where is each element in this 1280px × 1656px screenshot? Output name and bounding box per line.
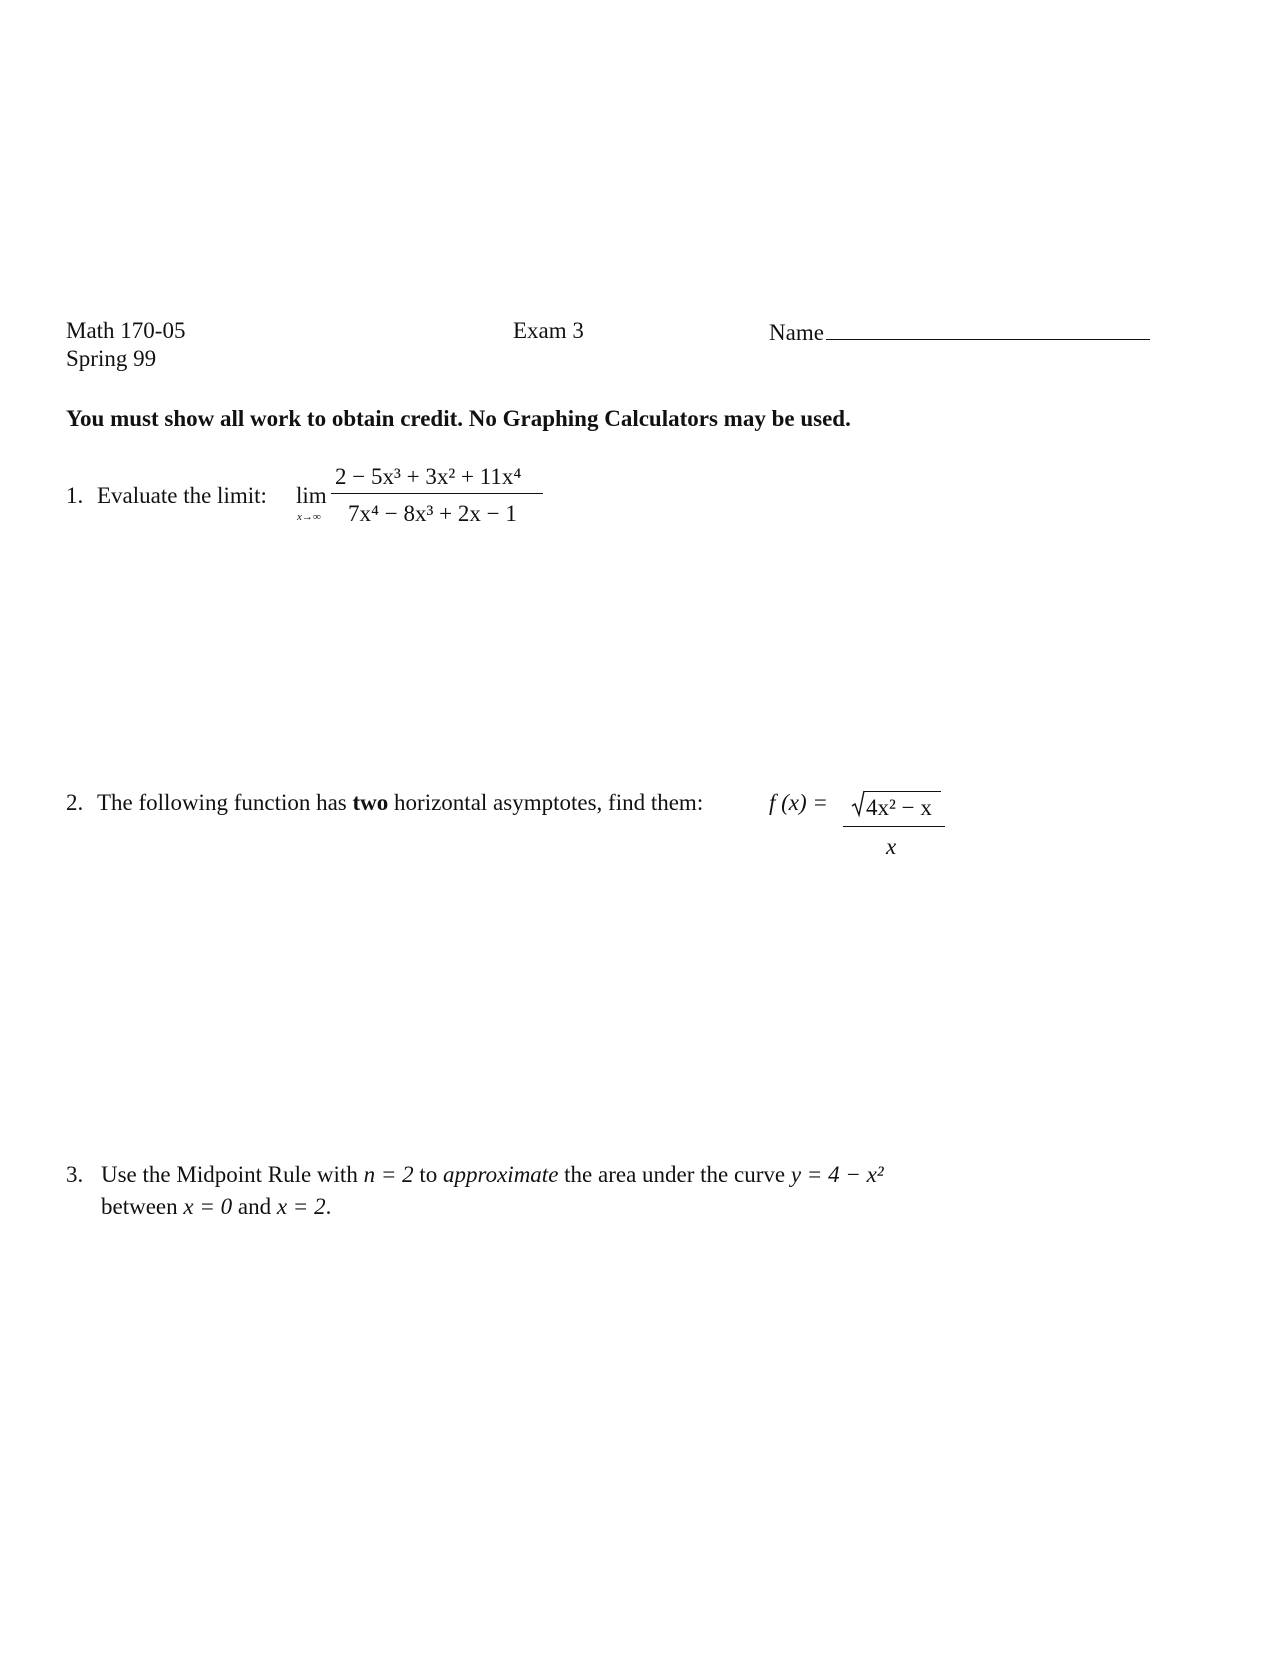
lim-subscript: x→∞	[297, 511, 321, 523]
function-lhs: f (x) =	[769, 790, 828, 815]
fraction-bar	[331, 493, 543, 494]
question-prompt: Evaluate the limit:	[97, 483, 267, 508]
lim-operator: lim	[296, 483, 327, 508]
limit-numerator: 2 − 5x³ + 3x² + 11x⁴	[335, 464, 522, 489]
name-field[interactable]	[769, 320, 1150, 346]
fraction-bar	[843, 826, 945, 827]
question-prompt: The following function has two horizontal asymptotes, find them:	[97, 790, 704, 815]
name-blank-line[interactable]	[826, 338, 1150, 340]
term: Spring 99	[66, 346, 157, 371]
sqrt-icon	[851, 790, 865, 818]
question-line-1: Use the Midpoint Rule with n = 2 to approximate the area under the curve y = 4 − x²	[101, 1162, 884, 1187]
exam-title: Exam 3	[513, 318, 584, 343]
question-number: 1.	[66, 483, 84, 508]
instructions: You must show all work to obtain credit. No Graphing Calculators may be used.	[66, 406, 851, 431]
course-number: Math 170-05	[66, 318, 186, 343]
question-number: 2.	[66, 790, 84, 815]
question-number: 3.	[66, 1162, 84, 1187]
limit-denominator: 7x⁴ − 8x³ + 2x − 1	[348, 501, 517, 526]
name-label: Name	[769, 320, 824, 345]
sqrt-bar	[864, 791, 941, 792]
function-denominator: x	[886, 834, 897, 859]
question-line-2: between x = 0 and x = 2.	[101, 1194, 332, 1219]
function-numerator: 4x² − x	[866, 795, 932, 820]
